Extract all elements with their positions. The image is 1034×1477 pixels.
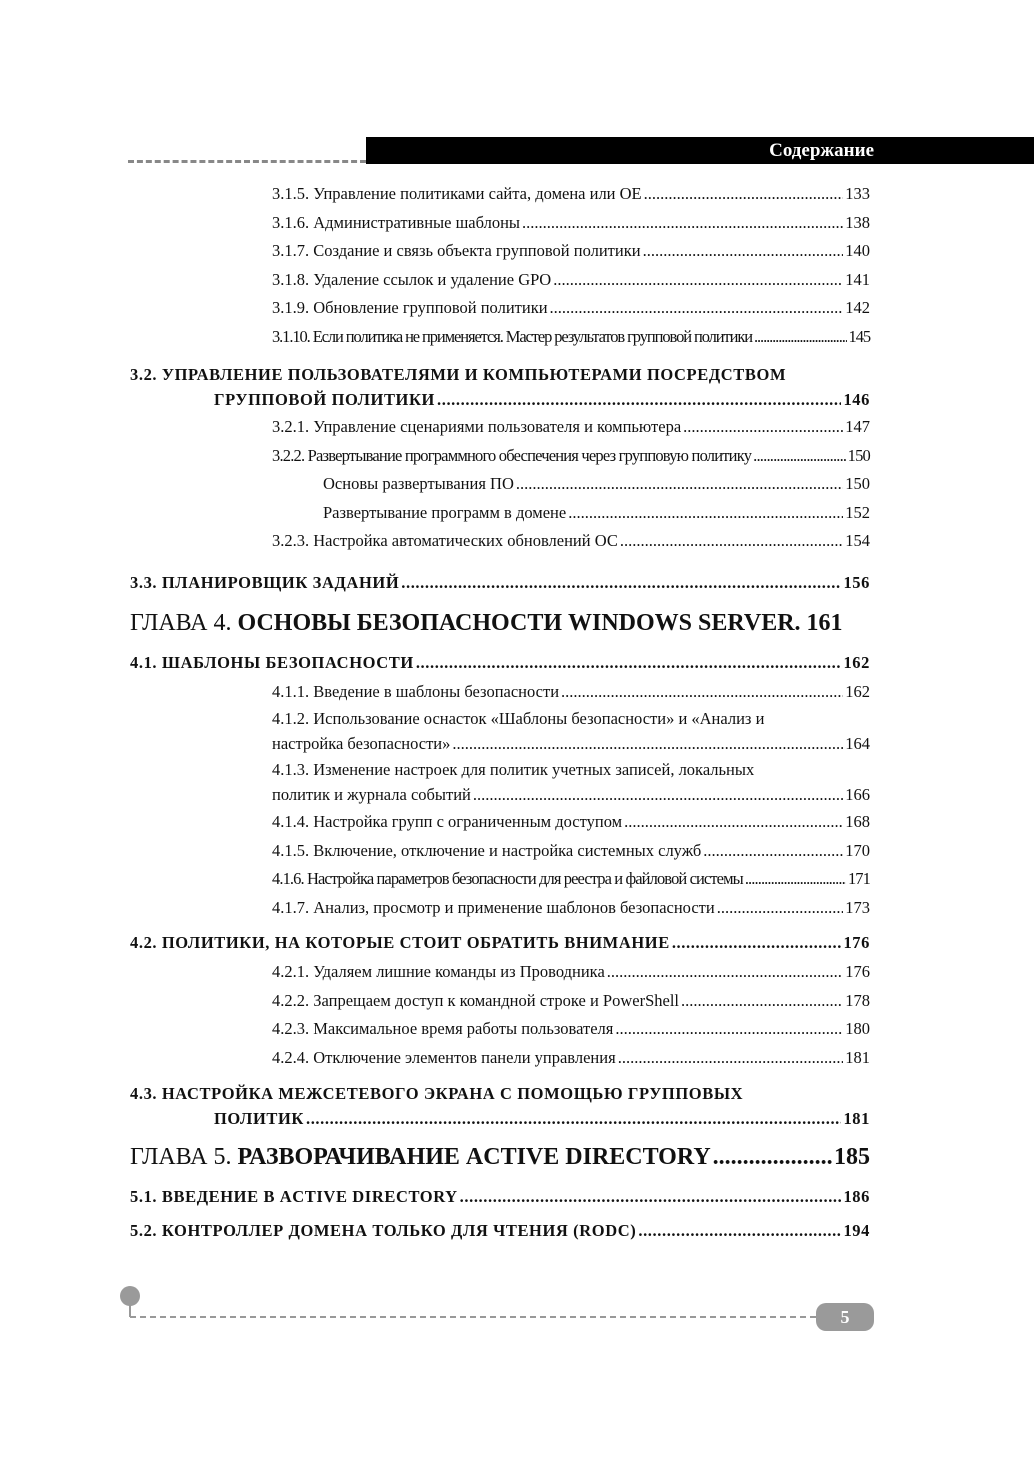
- page-ref: 168: [845, 812, 870, 831]
- page-ref: 138: [845, 212, 870, 232]
- toc-entry: 4.2.3. Максимальное время работы пользователя ..... 180: [130, 1015, 870, 1044]
- page-ref: 142: [845, 298, 870, 317]
- page-ref: 166: [845, 785, 870, 804]
- toc-entry: 4.2.1. Удаляем лишние команды из Проводника ..... 176: [130, 958, 870, 987]
- toc-section: 4.3. НАСТРОЙКА МЕЖСЕТЕВОГО ЭКРАНА С ПОМОЩЬЮ ГРУППОВЫХ ПОЛИТИК ..... 181: [130, 1082, 870, 1132]
- page-ref: 141: [845, 269, 870, 289]
- toc-entry: 4.1.5. Включение, отключение и настройка системных служб ..... 170: [130, 837, 870, 866]
- page-ref: 170: [845, 840, 870, 860]
- page-ref: 161: [806, 609, 843, 636]
- footer-dotted-rule: [130, 1316, 816, 1318]
- toc-entry: 3.2.1. Управление сценариями пользователя и компьютера ..... 147: [130, 413, 870, 442]
- toc-section: 5.1. ВВЕДЕНИЕ В ACTIVE DIRECTORY ..... 186: [130, 1182, 870, 1212]
- toc-entry: 3.2.2. Развертывание программного обеспечения через групповую политику ..... 150: [130, 442, 870, 471]
- page-ref: 180: [845, 1019, 870, 1038]
- page-ref: 171: [847, 869, 870, 888]
- page-ref: 173: [845, 897, 870, 917]
- page-ref: 156: [843, 572, 870, 592]
- toc-entry: 3.2.3. Настройка автоматических обновлений ОС ..... 154: [130, 527, 870, 556]
- page-ref: 150: [847, 445, 870, 465]
- toc-entry: 4.1.4. Настройка групп с ограниченным доступом ..... 168: [130, 808, 870, 837]
- toc-entry: 4.2.2. Запрещаем доступ к командной строке и PowerShell ..... 178: [130, 987, 870, 1016]
- page-ref: 133: [845, 184, 870, 203]
- toc-section: 5.2. КОНТРОЛЛЕР ДОМЕНА ТОЛЬКО ДЛЯ ЧТЕНИЯ (RODC) ..... 194: [130, 1216, 870, 1246]
- page-ref: 194: [843, 1221, 870, 1240]
- page-ref: 140: [845, 241, 870, 260]
- toc-entry: Развертывание программ в домене ..... 152: [130, 499, 870, 528]
- page-number: 5: [816, 1303, 874, 1331]
- page-ref: 152: [845, 502, 870, 522]
- running-header: Содержание: [366, 137, 1034, 164]
- page-ref: 176: [843, 933, 870, 952]
- page-ref: 181: [845, 1047, 870, 1067]
- page-ref: 145: [848, 326, 870, 346]
- toc-entry: 4.1.7. Анализ, просмотр и применение шаблонов безопасности ..... 173: [130, 894, 870, 923]
- toc-entry: 4.1.6. Настройка параметров безопасности для реестра и файловой системы ..... 171: [130, 865, 870, 894]
- page-ref: 150: [845, 474, 870, 493]
- toc-section: 4.2. ПОЛИТИКИ, НА КОТОРЫЕ СТОИТ ОБРАТИТЬ ВНИМАНИЕ ..... 176: [130, 928, 870, 958]
- page-ref: 178: [845, 990, 870, 1010]
- page-ref: 164: [845, 734, 870, 753]
- toc-entry: 3.1.7. Создание и связь объекта групповой политики ..... 140: [130, 237, 870, 266]
- footer-circle-ornament: [120, 1286, 140, 1306]
- page-ref: 185: [834, 1144, 870, 1170]
- toc-entry: 3.1.8. Удаление ссылок и удаление GPO ..... 141: [130, 266, 870, 295]
- toc-entry: 3.1.10. Если политика не применяется. Мастер результатов групповой политики ..... 145: [130, 323, 870, 352]
- toc-section: 3.3. ПЛАНИРОВЩИК ЗАДАНИЙ ..... 156: [130, 568, 870, 598]
- page-ref: 186: [843, 1187, 870, 1206]
- page-ref: 162: [843, 652, 870, 672]
- toc-entry: 3.1.9. Обновление групповой политики ..... 142: [130, 294, 870, 323]
- toc-entry: 3.1.6. Административные шаблоны ..... 138: [130, 209, 870, 238]
- page-ref: 147: [845, 417, 870, 436]
- toc-chapter: ГЛАВА 4. ОСНОВЫ БЕЗОПАСНОСТИ WINDOWS SERVER. 161: [130, 598, 870, 648]
- page-ref: 146: [843, 390, 870, 409]
- page-ref: 154: [845, 531, 870, 550]
- toc-section: 3.2. УПРАВЛЕНИЕ ПОЛЬЗОВАТЕЛЯМИ И КОМПЬЮТЕРАМИ ПОСРЕДСТВОМ ГРУППОВОЙ ПОЛИТИКИ ..... 146: [130, 363, 870, 413]
- page-ref: 176: [845, 962, 870, 981]
- toc-entry: 4.2.4. Отключение элементов панели управления ..... 181: [130, 1044, 870, 1073]
- toc-entry: 4.1.3. Изменение настроек для политик учетных записей, локальных политик и журнала событий ..... 166: [130, 757, 870, 808]
- toc-entry: 4.1.2. Использование оснасток «Шаблоны безопасности» и «Анализ и настройка безопасности» ..... 164: [130, 706, 870, 757]
- toc-chapter: ГЛАВА 5. РАЗВОРАЧИВАНИЕ ACTIVE DIRECTORY ..... 185: [130, 1132, 870, 1182]
- table-of-contents: [130, 180, 870, 1246]
- page-ref: 181: [843, 1109, 870, 1128]
- toc-entry: Основы развертывания ПО ..... 150: [130, 470, 870, 499]
- toc-entry: 4.1.1. Введение в шаблоны безопасности ..... 162: [130, 678, 870, 707]
- header-dotted-rule: [128, 160, 366, 163]
- toc-section: 4.1. ШАБЛОНЫ БЕЗОПАСНОСТИ ..... 162: [130, 648, 870, 678]
- toc-entry: 3.1.5. Управление политиками сайта, домена или ОЕ ..... 133: [130, 180, 870, 209]
- page-ref: 162: [845, 681, 870, 701]
